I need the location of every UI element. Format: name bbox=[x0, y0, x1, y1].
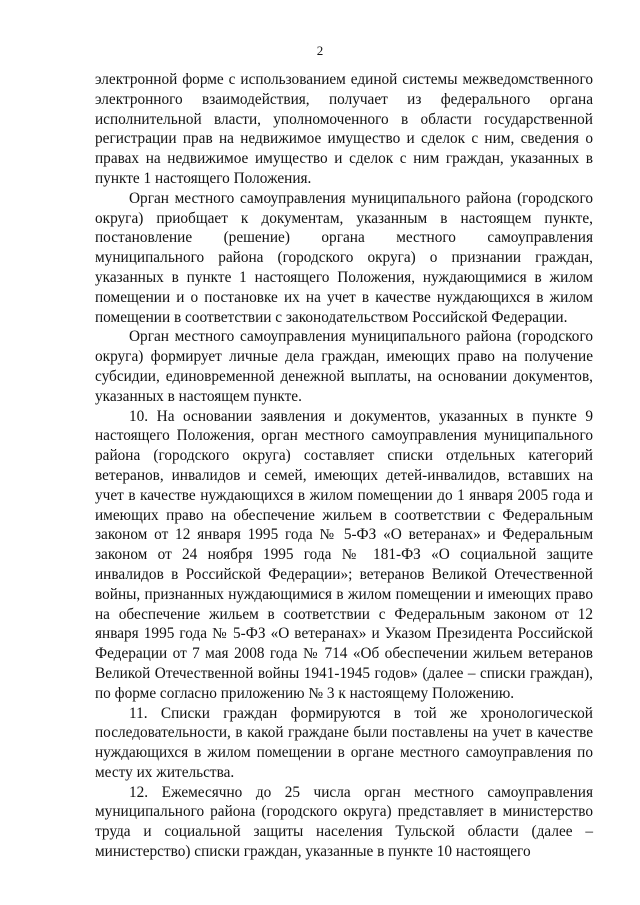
paragraph-continuation: электронной форме с использованием единой системы межведомственного электронного взаимодействия, получает из федерального органа исполнительной власти, уполномоченного в области государственной регистрации прав на недвижимое имущество и сделок с ним, сведения о правах на недвижимое имущество и сделок с ним граждан, указанных в пункте 1 настоящего Положения. bbox=[95, 71, 593, 187]
page-number: 2 bbox=[316, 43, 324, 58]
document-body bbox=[95, 70, 593, 862]
paragraph-attachment: Орган местного самоуправления муниципального района (городского округа) приобщает к документам, указанным в настоящем пункте, постановление (решение) органа местного самоуправления муниципального района (городского округа) о признании граждан, указанных в пункте 1 настоящего Положения, нуждающимися в жилом помещении и о постановке их на учет в качестве нуждающихся в жилом помещении в соответствии с законодательством Российской Федерации. bbox=[95, 189, 593, 326]
paragraph-personal-files: Орган местного самоуправления муниципального района (городского округа) формирует личные дела граждан, имеющих право на получение субсидии, единовременной денежной выплаты, на основании документов, указанных в настоящем пункте. bbox=[95, 328, 593, 405]
paragraph-item-12: 12. Ежемесячно до 25 числа орган местного самоуправления муниципального района (городского округа) представляет в министерство труда и социальной защиты населения Тульской области (далее – министерство) списки граждан, указанные в пункте 10 настоящего bbox=[95, 783, 593, 861]
paragraph-item-11: 11. Списки граждан формируются в той же хронологической последовательности, в какой граждане были поставлены на учет в качестве нуждающихся в жилом помещении в органе местного самоуправления по месту их жительства. bbox=[95, 704, 593, 781]
paragraph-item-10: 10. На основании заявления и документов, указанных в пункте 9 настоящего Положения, орган местного самоуправления муниципального района (городского округа) составляет списки отдельных категорий ветеранов, инвалидов и семей, имеющих детей-инвалидов, вставших на учет в качестве нуждающихся в жилом помещении до 1 января 2005 года и имеющих право на обеспечение жильем в соответствии с Федеральным законом от 12 января 1995 года № 5-ФЗ «О ветеранах» и Федеральным законом от 24 ноября 1995 года № 181-ФЗ «О социальной защите инвалидов в Российской Федерации»; ветеранов Великой Отечественной войны, признанных нуждающимися в жилом помещении и имеющих право на обеспечение жильем в соответствии с Федеральным законом от 12 января 1995 года № 5-ФЗ «О ветеранах» и Указом Президента Российской Федерации от 7 мая 2008 года № 714 «Об обеспечении жильем ветеранов Великой Отечественной войны 1941-1945 годов» (далее – списки граждан), по форме согласно приложению № 3 к настоящему Положению. bbox=[95, 407, 593, 702]
